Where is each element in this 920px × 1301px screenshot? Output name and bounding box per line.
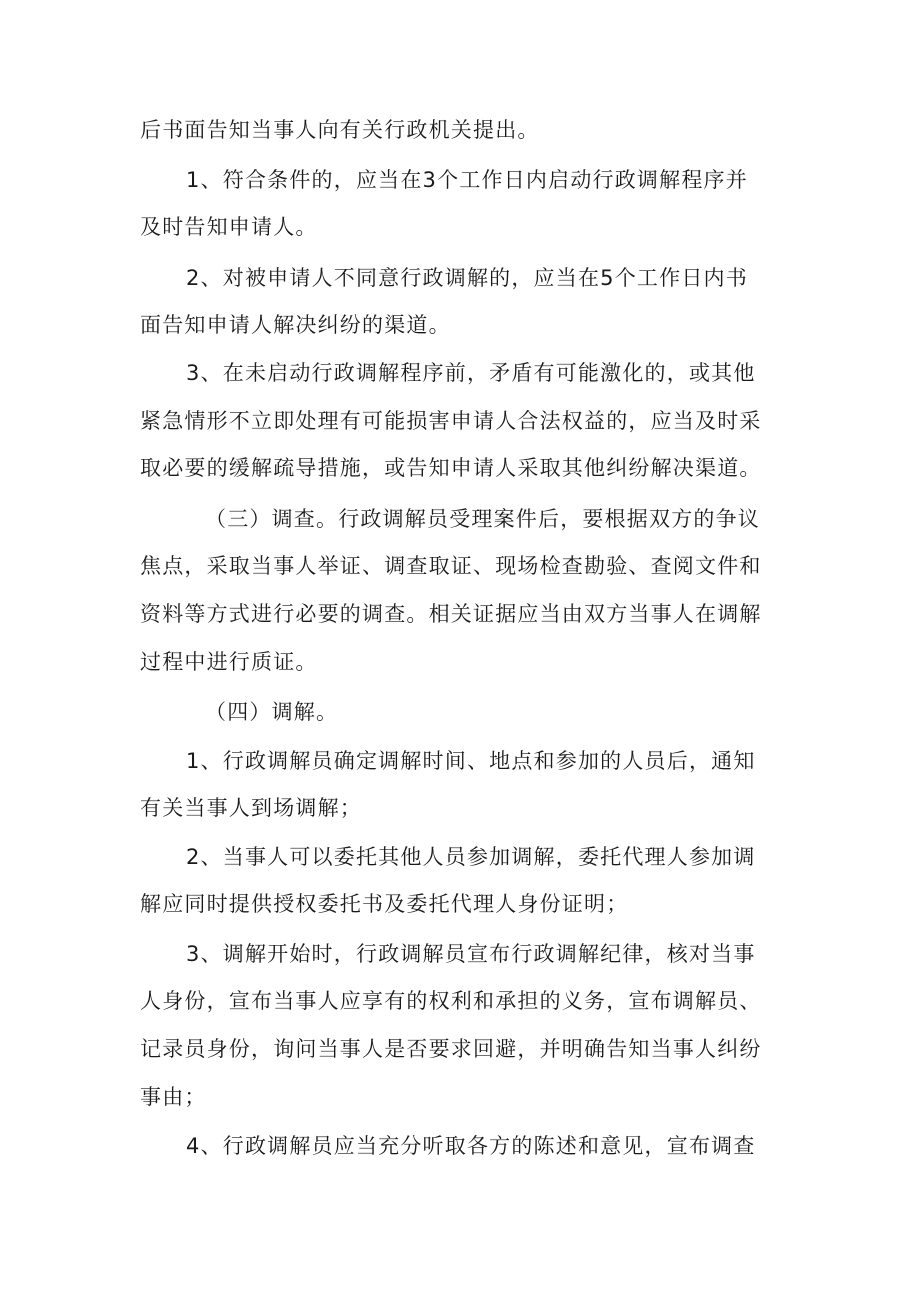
- text-line: 事由；: [140, 1085, 207, 1109]
- text-line: 解应同时提供授权委托书及委托代理人身份证明；: [140, 892, 629, 916]
- text-line: 4、行政调解员应当充分听取各方的陈述和意见，宣布调查: [186, 1134, 756, 1158]
- text-line: （四）调解。: [205, 700, 339, 724]
- text-line: 取必要的缓解疏导措施，或告知申请人采取其他纠纷解决渠道。: [140, 456, 762, 480]
- text-line: 1、符合条件的，应当在3个工作日内启动行政调解程序并: [186, 168, 748, 192]
- text-line: 资料等方式进行必要的调查。相关证据应当由双方当事人在调解: [140, 602, 762, 626]
- text-line: 记录员身份，询问当事人是否要求回避，并明确告知当事人纠纷: [140, 1037, 762, 1061]
- text-line: 1、行政调解员确定调解时间、地点和参加的人员后，通知: [186, 749, 756, 773]
- text-line: 紧急情形不立即处理有可能损害申请人合法权益的，应当及时采: [140, 409, 762, 433]
- text-line: 2、当事人可以委托其他人员参加调解，委托代理人参加调: [186, 845, 756, 869]
- text-line: 3、调解开始时，行政调解员宣布行政调解纪律，核对当事: [186, 942, 756, 966]
- text-line: 焦点，采取当事人举证、调查取证、现场检查勘验、查阅文件和: [140, 554, 762, 578]
- text-line: 过程中进行质证。: [140, 650, 318, 674]
- text-line: 有关当事人到场调解；: [140, 796, 362, 820]
- text-line: （三）调查。行政调解员受理案件后，要根据双方的争议: [205, 507, 760, 531]
- text-line: 人身份，宣布当事人应享有的权利和承担的义务，宣布调解员、: [140, 989, 762, 1013]
- text-line: 及时告知申请人。: [140, 215, 318, 239]
- text-line: 面告知申请人解决纠纷的渠道。: [140, 313, 451, 337]
- text-line: 后书面告知当事人向有关行政机关提出。: [140, 118, 540, 142]
- text-line: 3、在未启动行政调解程序前，矛盾有可能激化的，或其他: [186, 361, 756, 385]
- text-line: 2、对被申请人不同意行政调解的，应当在5个工作日内书: [186, 266, 748, 290]
